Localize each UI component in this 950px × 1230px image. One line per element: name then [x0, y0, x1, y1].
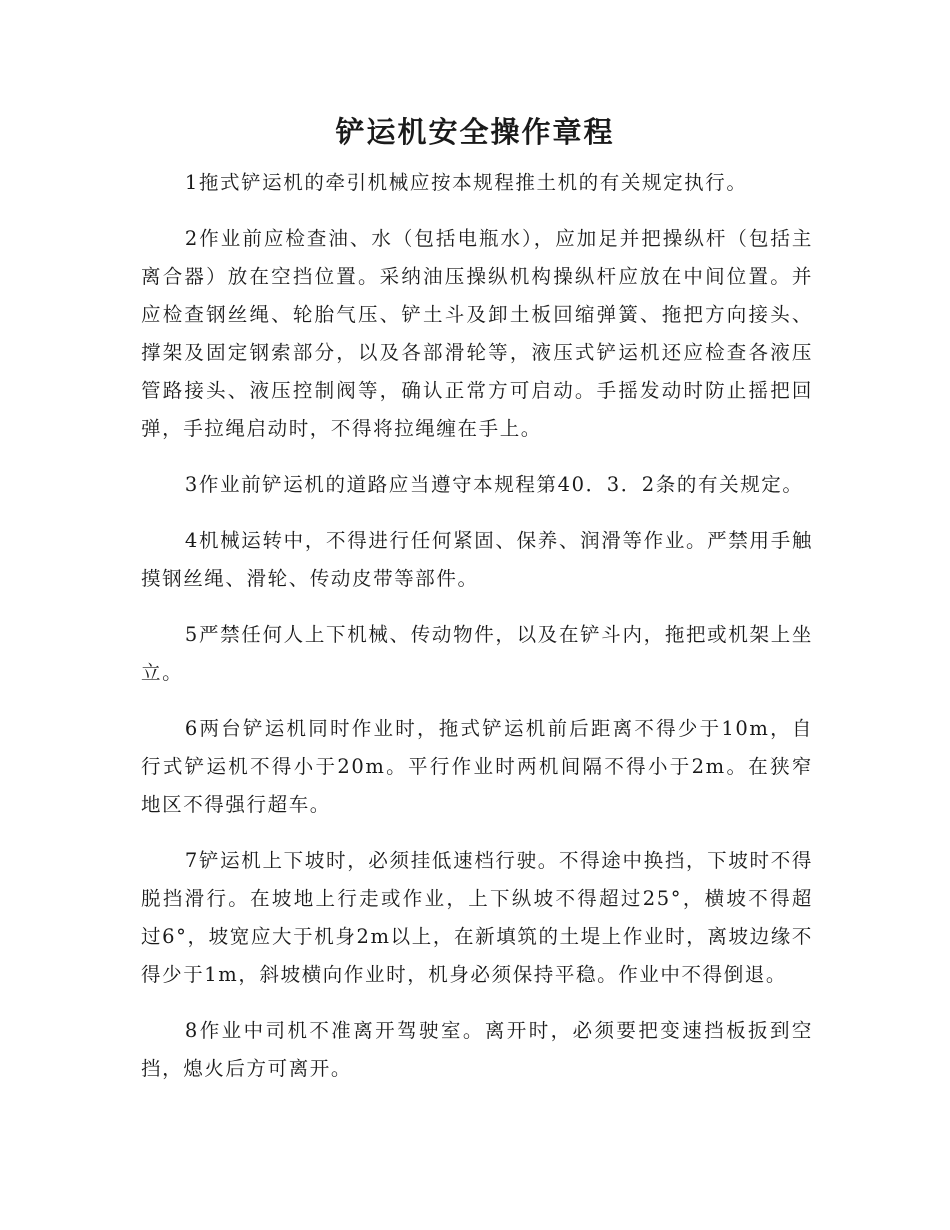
paragraph-1: 1拖式铲运机的牵引机械应按本规程推土机的有关规定执行。 [184, 171, 748, 194]
paragraph-4: 4机械运转中，不得进行任何紧固、保养、润滑等作业。严禁用手触摸钢丝绳、滑轮、传动皮带等部件。 [141, 529, 813, 590]
paragraph-7: 7铲运机上下坡时，必须挂低速档行驶。不得途中换挡，下坡时不得脱挡滑行。在坡地上行走或作业，上下纵坡不得超过25°，横坡不得超过6°，坡宽应大于机身2m以上，在新填筑的土堤上作业时，离坡边缘不得少于1m，斜坡横向作业时，机身必须保持平稳。作业中不得倒退。 [141, 849, 813, 986]
paragraph-3: 3作业前铲运机的道路应当遵守本规程第40．3．2条的有关规定。 [184, 473, 804, 496]
paragraph-8: 8作业中司机不准离开驾驶室。离开时，必须要把变速挡板扳到空挡，熄火后方可离开。 [141, 1019, 813, 1080]
paragraph-2: 2作业前应检查油、水（包括电瓶水），应加足并把操纵杆（包括主离合器）放在空挡位置。采纳油压操纵机构操纵杆应放在中间位置。并应检查钢丝绳、轮胎气压、铲土斗及卸土板回缩弹簧、拖把方向接头、撑架及固定钢索部分，以及各部滑轮等，液压式铲运机还应检查各液压管路接头、液压控制阀等，确认正常方可启动。手摇发动时防止摇把回弹，手拉绳启动时，不得将拉绳缠在手上。 [141, 227, 813, 440]
paragraph-5: 5严禁任何人上下机械、传动物件，以及在铲斗内，拖把或机架上坐立。 [141, 623, 813, 684]
document-body [141, 164, 813, 1106]
page-title: 铲运机安全操作章程 [335, 115, 615, 149]
paragraph-6: 6两台铲运机同时作业时，拖式铲运机前后距离不得少于10m，自行式铲运机不得小于20m。平行作业时两机间隔不得小于2m。在狭窄地区不得强行超车。 [141, 717, 813, 816]
